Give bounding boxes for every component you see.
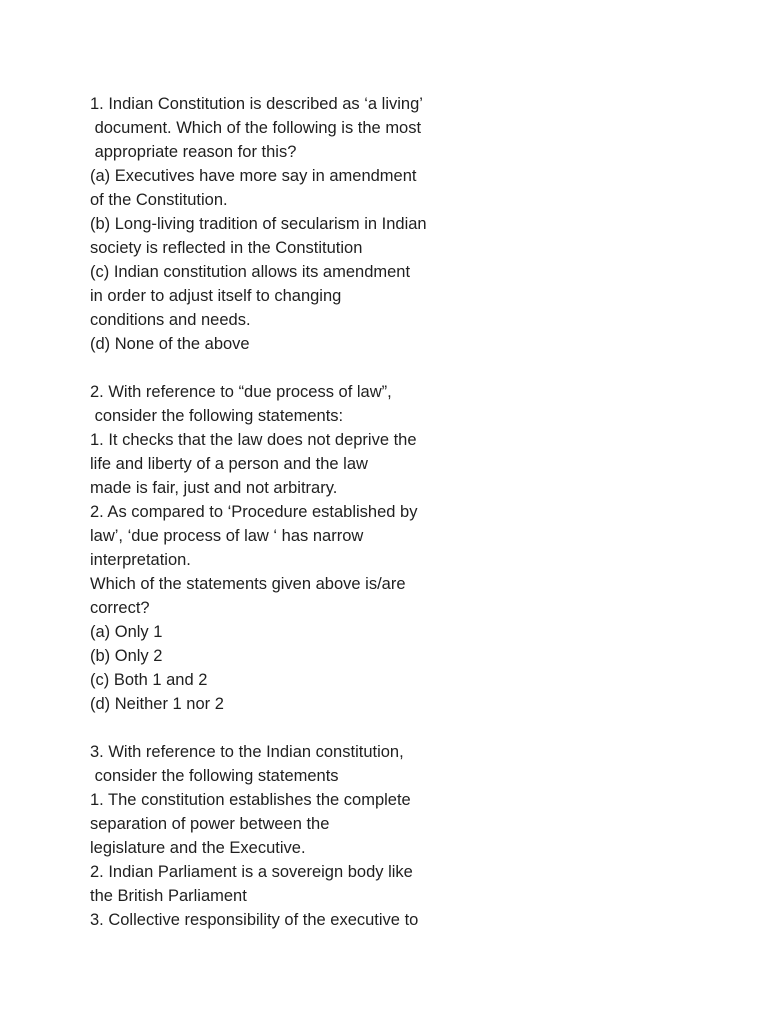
option-a-continued: of the Constitution. [90,191,228,209]
question-1-line: appropriate reason for this? [90,143,297,161]
option-c: (c) Indian constitution allows its amendment [90,263,411,281]
statement-1-continued: separation of power between the [90,815,330,833]
question-prompt-continued: correct? [90,599,150,617]
question-3-line: consider the following statements [90,767,339,785]
statement-1: 1. The constitution establishes the complete [90,791,411,809]
document-text [90,92,490,932]
statement-1: 1. It checks that the law does not deprive the [90,431,417,449]
option-b-continued: society is reflected in the Constitution [90,239,363,257]
option-d: (d) None of the above [90,335,250,353]
statement-1-continued: made is fair, just and not arbitrary. [90,479,338,497]
option-b: (b) Long-living tradition of secularism in Indian [90,215,427,233]
statement-2-continued: interpretation. [90,551,191,569]
paragraph-gap [90,716,490,740]
option-a: (a) Only 1 [90,623,163,641]
option-c: (c) Both 1 and 2 [90,671,208,689]
statement-2-continued: the British Parliament [90,887,247,905]
question-prompt: Which of the statements given above is/are [90,575,406,593]
option-b: (b) Only 2 [90,647,163,665]
statement-1-continued: life and liberty of a person and the law [90,455,368,473]
question-1 [90,92,490,356]
question-1-line: document. Which of the following is the most [90,119,422,137]
option-d: (d) Neither 1 nor 2 [90,695,224,713]
statement-1-continued: legislature and the Executive. [90,839,306,857]
statement-2-continued: law’, ‘due process of law ‘ has narrow [90,527,364,545]
question-3 [90,740,490,932]
question-2 [90,380,490,716]
statement-2: 2. As compared to ‘Procedure established by [90,503,418,521]
option-c-continued: conditions and needs. [90,311,251,329]
question-2-line: consider the following statements: [90,407,344,425]
question-2-line: 2. With reference to “due process of law”, [90,383,392,401]
question-1-line: 1. Indian Constitution is described as ‘a living’ [90,95,423,113]
statement-3: 3. Collective responsibility of the executive to [90,911,419,929]
paragraph-gap [90,356,490,380]
question-3-line: 3. With reference to the Indian constitution, [90,743,404,761]
statement-2: 2. Indian Parliament is a sovereign body like [90,863,413,881]
option-a: (a) Executives have more say in amendment [90,167,417,185]
option-c-continued: in order to adjust itself to changing [90,287,342,305]
